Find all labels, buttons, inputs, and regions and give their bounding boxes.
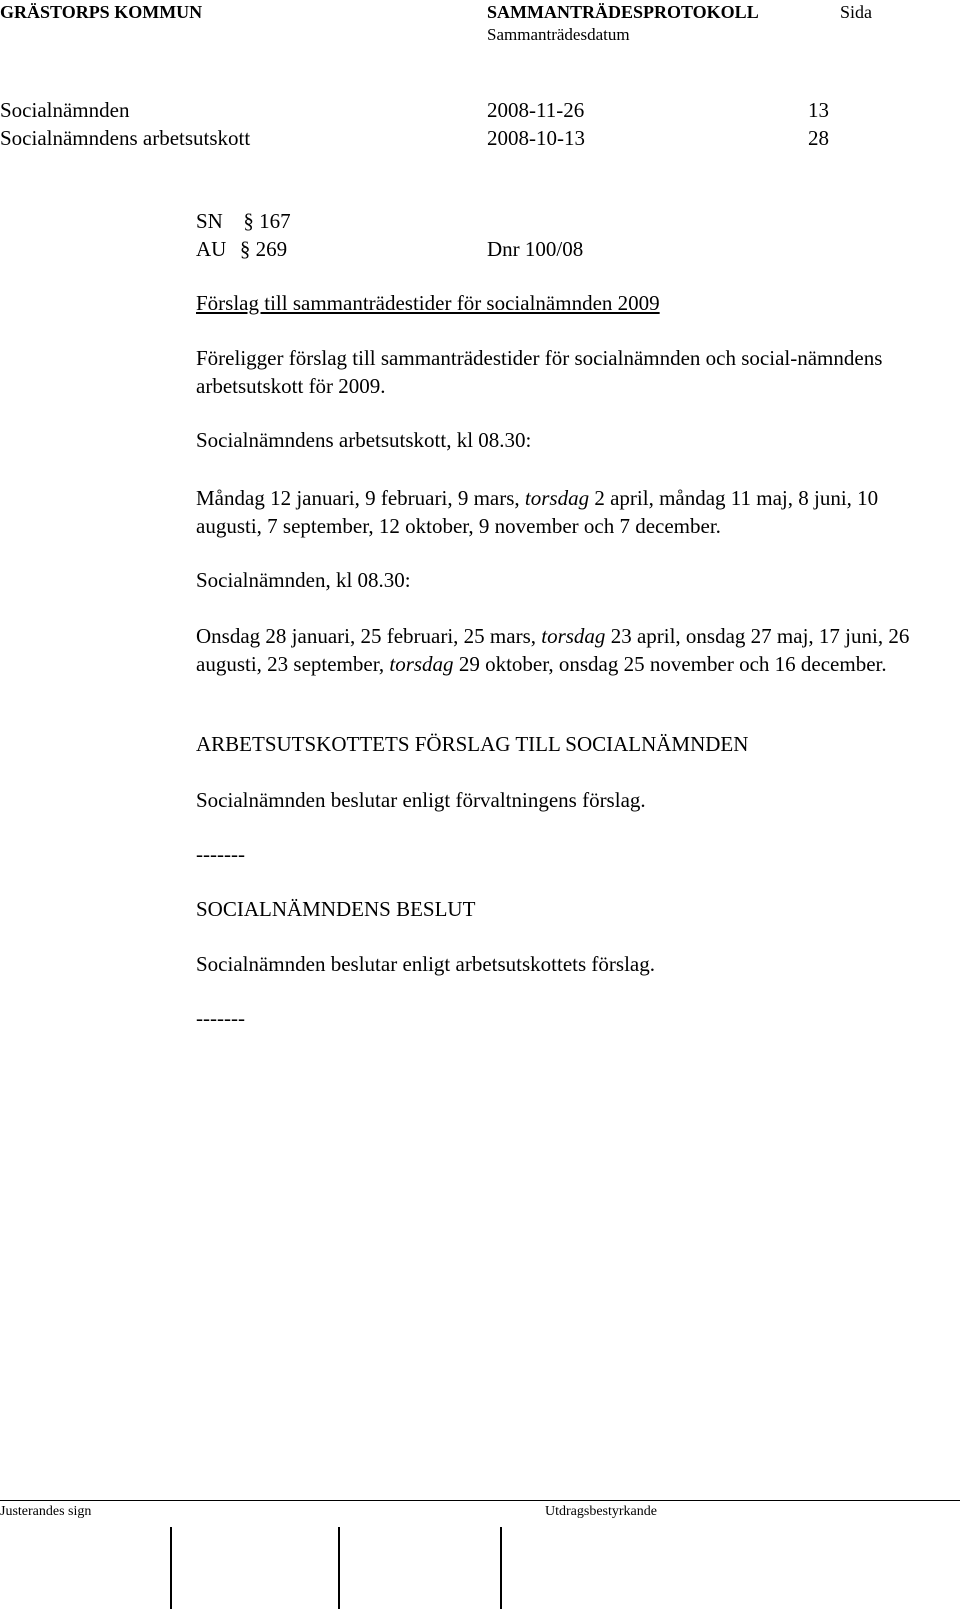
au-proposal-heading: ARBETSUTSKOTTETS FÖRSLAG TILL SOCIALNÄMNDEN	[196, 732, 749, 756]
au-reference	[196, 235, 287, 263]
au-label: AU	[196, 237, 227, 261]
certifier-label: Utdragsbestyrkande	[545, 1504, 657, 1519]
sn-schedule	[196, 622, 926, 678]
sn-number: 167	[259, 209, 291, 233]
footer-rule	[0, 1500, 960, 1501]
meeting-page: 13	[808, 98, 829, 122]
sn-reference	[196, 207, 291, 235]
au-heading: Socialnämndens arbetsutskott, kl 08.30:	[196, 428, 532, 452]
meeting-page: 28	[808, 126, 829, 150]
meeting-body: Socialnämnden	[0, 98, 130, 122]
au-schedule-text: Måndag 12 januari, 9 februari, 9 mars,	[196, 486, 525, 510]
sn-heading: Socialnämnden, kl 08.30:	[196, 568, 411, 592]
decision-text: Socialnämnden beslutar enligt arbetsutskottets förslag.	[196, 952, 655, 976]
separator: -------	[196, 1006, 245, 1030]
au-proposal-text: Socialnämnden beslutar enligt förvaltningens förslag.	[196, 788, 646, 812]
au-number: 269	[255, 237, 288, 261]
signature-box-divider	[170, 1527, 172, 1609]
section-sign: §	[239, 237, 251, 261]
page-label: Sida	[840, 2, 873, 22]
sn-schedule-italic: torsdag	[389, 652, 454, 676]
meeting-body: Socialnämndens arbetsutskott	[0, 126, 251, 150]
separator: -------	[196, 842, 245, 866]
section-sign: §	[243, 209, 254, 233]
signers-label: Justerandes sign	[0, 1504, 92, 1519]
document-type: SAMMANTRÄDESPROTOKOLL	[487, 2, 759, 22]
sn-schedule-text: 29 oktober, onsdag 25 november och 16 december.	[453, 652, 887, 676]
intro-paragraph: Föreligger förslag till sammanträdestider för socialnämnden och social-nämndens arbetsutskott för 2009.	[196, 346, 883, 398]
dnr-number: Dnr 100/08	[487, 237, 584, 261]
meeting-date: 2008-11-26	[487, 98, 585, 122]
meeting-date: 2008-10-13	[487, 126, 585, 150]
organization-name: GRÄSTORPS KOMMUN	[0, 2, 203, 22]
signature-box-divider	[500, 1527, 502, 1609]
case-title: Förslag till sammanträdestider för socialnämnden 2009	[196, 291, 660, 315]
signature-box-divider	[338, 1527, 340, 1609]
au-schedule-italic: torsdag	[524, 486, 590, 510]
date-label: Sammanträdesdatum	[487, 25, 630, 44]
sn-schedule-italic: torsdag	[541, 624, 606, 648]
sn-schedule-text: 23 april, onsdag 27 maj, 17 juni, 26 augusti, 23 september,	[196, 624, 910, 676]
sn-schedule-text: Onsdag 28 januari, 25 februari, 25 mars,	[196, 624, 542, 648]
au-schedule-text: 2 april, måndag 11 maj, 8 juni, 10 augusti, 7 september, 12 oktober, 9 november och 7 december.	[196, 486, 879, 538]
decision-heading: SOCIALNÄMNDENS BESLUT	[196, 897, 476, 921]
sn-label: SN	[196, 209, 223, 233]
au-schedule	[196, 484, 896, 540]
